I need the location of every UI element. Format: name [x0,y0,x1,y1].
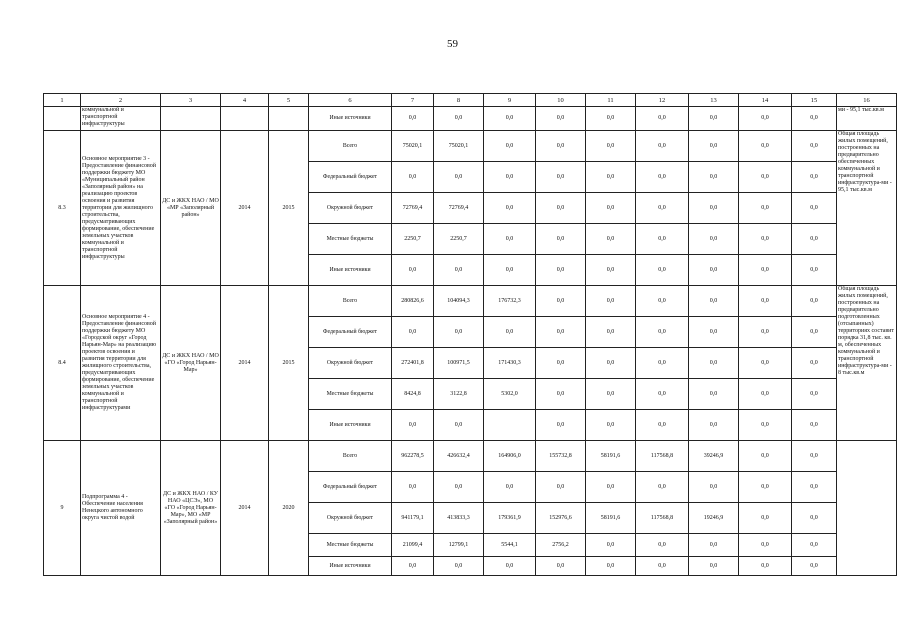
cell-value: 272401,8 [392,348,434,379]
cell-value: 176732,3 [484,286,536,317]
cell-value: 0,0 [586,107,636,131]
column-header: 2 [81,94,161,107]
cell-value: 0,0 [586,224,636,255]
cell-value: 0,0 [792,131,837,162]
cell-indicator [837,441,897,576]
cell-value: 0,0 [792,379,837,410]
cell-value: 0,0 [536,131,586,162]
cell-executor: ДС и ЖКХ НАО / МО «МР «Заполярный район» [161,131,221,286]
cell-funding-source: Окружной бюджет [309,193,392,224]
cell-value: 0,0 [536,317,586,348]
cell-value: 0,0 [739,162,792,193]
cell-value: 0,0 [689,107,739,131]
cell-value: 0,0 [739,441,792,472]
cell-value: 0,0 [536,557,586,576]
cell-value: 179361,9 [484,503,536,534]
cell-start-year: 2014 [221,131,269,286]
cell-number: 8.3 [44,131,81,286]
cell-value: 0,0 [392,317,434,348]
cell-value: 0,0 [739,286,792,317]
cell-value: 0,0 [484,193,536,224]
cell-funding-source: Всего [309,131,392,162]
cell-value: 0,0 [392,107,434,131]
cell-value: 0,0 [792,410,837,441]
column-header: 9 [484,94,536,107]
cell-value: 0,0 [739,131,792,162]
cell-value: 0,0 [484,162,536,193]
cell-value: 0,0 [434,107,484,131]
cell-funding-source: Всего [309,286,392,317]
cell-start-year: 2014 [221,286,269,441]
column-header: 11 [586,94,636,107]
cell-value: 0,0 [792,224,837,255]
cell-value: 0,0 [586,286,636,317]
cell-value: 0,0 [636,286,689,317]
cell-value: 0,0 [739,224,792,255]
cell-funding-source: Окружной бюджет [309,348,392,379]
cell-value: 0,0 [536,286,586,317]
cell-value: 426632,4 [434,441,484,472]
cell-value: 0,0 [536,410,586,441]
cell-value: 0,0 [536,472,586,503]
cell-value: 0,0 [536,193,586,224]
cell-value: 72769,4 [392,193,434,224]
column-header: 15 [792,94,837,107]
cell-funding-source: Местные бюджеты [309,534,392,557]
cell-value: 0,0 [536,162,586,193]
cell-value: 0,0 [792,317,837,348]
cell-value: 0,0 [636,193,689,224]
cell-value: 0,0 [739,557,792,576]
cell-value: 0,0 [586,193,636,224]
cell-value: 0,0 [792,348,837,379]
cell-value: 0,0 [636,317,689,348]
cell-funding-source: Иные источники [309,410,392,441]
column-header: 16 [837,94,897,107]
cell-value: 0,0 [484,255,536,286]
cell-empty [269,107,309,131]
cell-value: 0,0 [792,503,837,534]
cell-funding-source: Местные бюджеты [309,379,392,410]
cell-value: 75020,1 [434,131,484,162]
cell-funding-source: Иные источники [309,107,392,131]
cell-value: 8424,8 [392,379,434,410]
table-row [44,286,897,317]
cell-value: 0,0 [586,557,636,576]
cell-name: Основное мероприятие 3 - Предоставление финансовой поддержки бюджету МО «Муниципальный район «Заполярный район» на реализацию проектов освоения и развития территории для жилищного строительства, предусматривающих формирование, обеспечение земельных участков коммунальной и транспортной инфраструктуры [81,131,161,286]
cell-value: 75020,1 [392,131,434,162]
cell-value: 0,0 [586,131,636,162]
cell-value: 21099,4 [392,534,434,557]
cell-value: 0,0 [484,107,536,131]
cell-value: 0,0 [484,317,536,348]
cell-value: 0,0 [586,317,636,348]
cell-value: 0,0 [689,162,739,193]
cell-value: 0,0 [792,107,837,131]
cell-value: 0,0 [792,557,837,576]
cell-value: 104094,3 [434,286,484,317]
column-header: 13 [689,94,739,107]
cell-value: 0,0 [689,286,739,317]
cell-number: 9 [44,441,81,576]
cell-value: 0,0 [636,131,689,162]
cell-value: 0,0 [739,534,792,557]
cell-value: 5302,0 [484,379,536,410]
cell-value: 117568,8 [636,503,689,534]
cell-value: 0,0 [636,379,689,410]
cell-value: 5544,1 [484,534,536,557]
cell-name: Основное мероприятие 4 - Предоставление финансовой поддержки бюджету МО «Городской округ «Город Нарьян-Мар» на реализацию проектов освоения и развития территории для жилищного строительства, предусматривающих формирование, обеспечение земельных участков коммунальной и транспортной инфраструктурами [81,286,161,441]
cell-value: 0,0 [536,379,586,410]
cell-value: 2250,7 [434,224,484,255]
cell-value: 0,0 [636,255,689,286]
cell-value: 0,0 [689,131,739,162]
cell-value: 0,0 [792,534,837,557]
cell-value: 941179,1 [392,503,434,534]
cell-value: 2250,7 [392,224,434,255]
cell-empty [221,107,269,131]
cell-value: 2756,2 [536,534,586,557]
cell-value: 164906,0 [484,441,536,472]
cell-value: 155732,8 [536,441,586,472]
cell-value: 0,0 [536,224,586,255]
cell-value: 0,0 [484,131,536,162]
cell-value: 0,0 [586,255,636,286]
cell-value: 0,0 [586,534,636,557]
cell-start-year: 2014 [221,441,269,576]
cell-value: 0,0 [739,107,792,131]
page-number: 59 [447,38,458,50]
cell-value: 0,0 [586,379,636,410]
cell-indicator: Общая площадь жилых помещений, построенных на предварительно обеспеченных коммунальной и транспортной инфраструктура-ми - 95,1 тыс.кв.м [837,131,897,286]
budget-table [43,93,897,576]
cell-value: 0,0 [792,162,837,193]
cell-value: 0,0 [792,286,837,317]
cell-value: 100971,5 [434,348,484,379]
cell-value: 0,0 [689,410,739,441]
table-header-row [44,94,897,107]
cell-empty [161,107,221,131]
cell-value: 0,0 [792,193,837,224]
cell-value: 0,0 [636,557,689,576]
cell-value [484,410,536,441]
cell-value: 0,0 [536,107,586,131]
cell-value: 0,0 [392,472,434,503]
cell-funding-source: Иные источники [309,557,392,576]
cell-value: 0,0 [689,348,739,379]
column-header: 3 [161,94,221,107]
cell-value: 0,0 [739,193,792,224]
cell-value: 58191,6 [586,503,636,534]
cell-value: 117568,8 [636,441,689,472]
cell-value: 0,0 [636,224,689,255]
cell-value: 413833,3 [434,503,484,534]
column-header: 4 [221,94,269,107]
cell-value: 0,0 [792,441,837,472]
cell-value: 0,0 [689,193,739,224]
cell-end-year: 2015 [269,131,309,286]
cell-value: 0,0 [392,255,434,286]
cell-value: 0,0 [636,534,689,557]
cell-executor: ДС и ЖКХ НАО / МО «ГО «Город Нарьян-Мар» [161,286,221,441]
cell-executor: ДС и ЖКХ НАО / КУ НАО «ЦСЭ», МО «ГО «Город Нарьян-Мар», МО «МР «Заполярный район» [161,441,221,576]
cell-value: 0,0 [636,410,689,441]
cell-value: 0,0 [689,557,739,576]
cell-value: 0,0 [689,472,739,503]
column-header: 6 [309,94,392,107]
cell-value: 0,0 [689,379,739,410]
table-row [44,107,897,131]
cell-value: 0,0 [792,255,837,286]
cell-value: 152976,6 [536,503,586,534]
cell-value: 0,0 [636,162,689,193]
cell-name: коммунальной и транспортной инфраструктуры [81,107,161,131]
column-header: 1 [44,94,81,107]
cell-value: 0,0 [484,557,536,576]
column-header: 7 [392,94,434,107]
cell-value: 3122,8 [434,379,484,410]
cell-end-year: 2020 [269,441,309,576]
column-header: 5 [269,94,309,107]
cell-value: 72769,4 [434,193,484,224]
cell-value: 58191,6 [586,441,636,472]
table-row [44,131,897,162]
cell-funding-source: Местные бюджеты [309,224,392,255]
cell-funding-source: Окружной бюджет [309,503,392,534]
cell-value: 0,0 [689,317,739,348]
cell-value: 12799,1 [434,534,484,557]
cell-funding-source: Федеральный бюджет [309,472,392,503]
cell-end-year: 2015 [269,286,309,441]
cell-value: 0,0 [792,472,837,503]
cell-value: 280826,6 [392,286,434,317]
cell-number: 8.4 [44,286,81,441]
cell-value: 962278,5 [392,441,434,472]
cell-indicator: ми - 95,1 тыс.кв.м [837,107,897,131]
cell-value: 0,0 [434,557,484,576]
table-row [44,441,897,472]
cell-value: 0,0 [392,162,434,193]
cell-value: 19246,9 [689,503,739,534]
cell-value: 0,0 [536,255,586,286]
cell-value: 0,0 [484,472,536,503]
cell-funding-source: Иные источники [309,255,392,286]
cell-value: 0,0 [739,317,792,348]
cell-value: 0,0 [392,410,434,441]
cell-value: 0,0 [434,162,484,193]
cell-value: 0,0 [689,224,739,255]
cell-value: 0,0 [739,503,792,534]
cell-value: 0,0 [586,410,636,441]
cell-value: 0,0 [739,410,792,441]
cell-value: 0,0 [586,162,636,193]
cell-value: 0,0 [434,410,484,441]
cell-funding-source: Всего [309,441,392,472]
cell-value: 0,0 [484,224,536,255]
cell-value: 0,0 [636,107,689,131]
column-header: 10 [536,94,586,107]
cell-value: 0,0 [739,379,792,410]
cell-value: 0,0 [392,557,434,576]
cell-value: 171430,3 [484,348,536,379]
cell-value: 0,0 [586,348,636,379]
column-header: 14 [739,94,792,107]
cell-value: 0,0 [434,317,484,348]
cell-value: 0,0 [689,534,739,557]
cell-value: 39246,9 [689,441,739,472]
cell-value: 0,0 [739,472,792,503]
cell-value: 0,0 [636,348,689,379]
cell-value: 0,0 [434,255,484,286]
cell-value: 0,0 [586,472,636,503]
cell-funding-source: Федеральный бюджет [309,317,392,348]
cell-value: 0,0 [536,348,586,379]
column-header: 8 [434,94,484,107]
cell-number [44,107,81,131]
cell-value: 0,0 [636,472,689,503]
column-header: 12 [636,94,689,107]
cell-value: 0,0 [689,255,739,286]
cell-value: 0,0 [434,472,484,503]
cell-value: 0,0 [739,348,792,379]
cell-value: 0,0 [739,255,792,286]
cell-name: Подпрограмма 4 - Обеспечение населения Ненецкого автономного округа чистой водой [81,441,161,576]
cell-indicator: Общая площадь жилых помещений, построенных на предварительно подготовленных (отсыпанных) территориях составит порядка 31,8 тыс. кв. м, обеспеченных коммунальной и транспортной инфраструктура-ми - 8 тыс.кв.м [837,286,897,441]
cell-funding-source: Федеральный бюджет [309,162,392,193]
